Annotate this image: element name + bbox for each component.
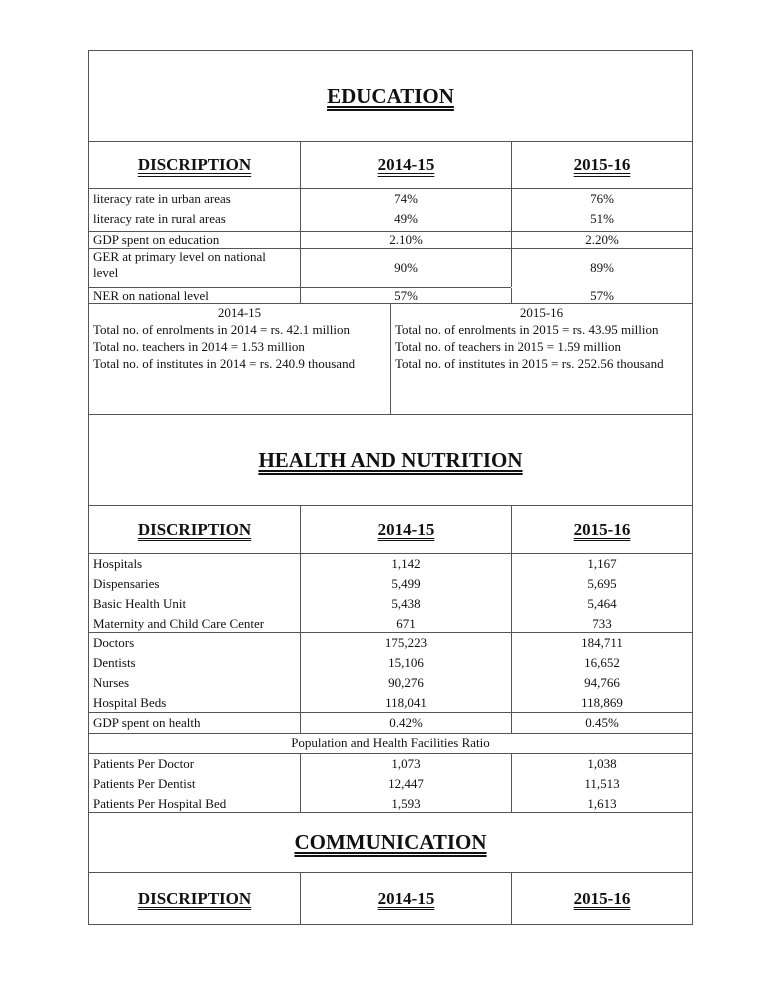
value-2014-15: 5,499 [391, 576, 421, 591]
staff-rows [88, 632, 693, 712]
value-2014-15: 175,223 [384, 635, 428, 650]
header-description: DISCRIPTION [137, 155, 252, 174]
enrolments-2014: Total no. of enrolments in 2014 = rs. 42.1 million [93, 322, 351, 337]
value-2015-16: 733 [592, 616, 612, 631]
row-label: Hospitals [93, 556, 143, 571]
ger-label: GER at primary level on national level [93, 249, 266, 280]
institutes-2015: Total no. of institutes in 2015 = rs. 252.56 thousand [395, 356, 664, 371]
communication-header-row [88, 872, 693, 925]
row-label: Patients Per Dentist [93, 776, 196, 791]
value-2015-16: 16,652 [584, 655, 620, 670]
literacy-urban-2014: 74% [394, 191, 418, 206]
literacy-rural-label: literacy rate in rural areas [93, 211, 226, 226]
enrolments-2015: Total no. of enrolments in 2015 = rs. 43.95 million [395, 322, 659, 337]
row-label: Patients Per Doctor [93, 756, 195, 771]
value-2014-15: 1,142 [391, 556, 421, 571]
literacy-urban-2015: 76% [590, 191, 614, 206]
facilities-rows [88, 553, 693, 632]
row-label: Doctors [93, 635, 135, 650]
header-2014-15: 2014-15 [300, 506, 511, 553]
header-2014-15: 2014-15 [300, 142, 511, 188]
gdp-health-2015: 0.45% [511, 713, 692, 733]
gdp-health-label: GDP spent on health [93, 715, 201, 730]
ger-2014: 90% [300, 249, 511, 287]
row-label: Patients Per Hospital Bed [93, 796, 227, 811]
value-2015-16: 11,513 [584, 776, 620, 791]
row-label: Nurses [93, 675, 130, 690]
totals-2015-year: 2015-16 [519, 305, 564, 320]
gdp-education-row [88, 231, 693, 248]
header-2015-16: 2015-16 [511, 142, 692, 188]
value-2014-15: 15,106 [388, 655, 424, 670]
gdp-education-2014: 2.10% [300, 232, 511, 248]
ner-2015: 57% [511, 288, 692, 303]
value-2014-15: 1,593 [391, 796, 421, 811]
value-2014-15: 1,073 [391, 756, 421, 771]
literacy-urban-label: literacy rate in urban areas [93, 191, 231, 206]
totals-2014-15 [89, 304, 390, 414]
value-2015-16: 1,613 [587, 796, 617, 811]
value-2015-16: 5,695 [587, 576, 617, 591]
row-label: Maternity and Child Care Center [93, 616, 265, 631]
value-2014-15: 118,041 [385, 695, 427, 710]
teachers-2014: Total no. teachers in 2014 = 1.53 million [93, 339, 305, 354]
gdp-education-label: GDP spent on education [93, 232, 220, 247]
value-2014-15: 671 [396, 616, 416, 631]
ger-ner-rows [88, 248, 693, 303]
ratio-heading: Population and Health Facilities Ratio [88, 733, 693, 753]
health-header-row [88, 505, 693, 553]
header-2014-15: 2014-15 [300, 873, 511, 924]
ner-label: NER on national level [93, 288, 209, 303]
value-2015-16: 5,464 [587, 596, 617, 611]
value-2015-16: 94,766 [584, 675, 620, 690]
value-2014-15: 12,447 [388, 776, 424, 791]
ratio-rows [88, 753, 693, 813]
totals-2015-16 [390, 304, 692, 414]
literacy-rural-2015: 51% [590, 211, 614, 226]
value-2014-15: 90,276 [388, 675, 424, 690]
ner-2014: 57% [300, 288, 511, 303]
header-2015-16: 2015-16 [511, 873, 692, 924]
row-label: Hospital Beds [93, 695, 167, 710]
row-label: Dispensaries [93, 576, 160, 591]
institutes-2014: Total no. of institutes in 2014 = rs. 240.9 thousand [93, 356, 356, 371]
row-label: Basic Health Unit [93, 596, 187, 611]
gdp-health-row [88, 712, 693, 733]
health-title: HEALTH AND NUTRITION [88, 414, 693, 505]
education-totals [88, 303, 693, 414]
totals-2014-year: 2014-15 [217, 305, 262, 320]
ger-2015: 89% [511, 249, 692, 287]
value-2014-15: 5,438 [391, 596, 421, 611]
literacy-rows [88, 188, 693, 231]
literacy-rural-2014: 49% [394, 211, 418, 226]
header-2015-16: 2015-16 [511, 506, 692, 553]
education-title: EDUCATION [88, 50, 693, 141]
teachers-2015: Total no. of teachers in 2015 = 1.59 million [395, 339, 621, 354]
gdp-health-2014: 0.42% [300, 713, 511, 733]
header-description: DISCRIPTION [137, 519, 252, 539]
value-2015-16: 1,038 [587, 756, 617, 771]
value-2015-16: 118,869 [581, 695, 623, 710]
gdp-education-2015: 2.20% [511, 232, 692, 248]
header-description: DISCRIPTION [137, 888, 252, 908]
education-header-row [88, 141, 693, 188]
value-2015-16: 1,167 [587, 556, 617, 571]
value-2015-16: 184,711 [581, 635, 623, 650]
row-label: Dentists [93, 655, 136, 670]
communication-title: COMMUNICATION [88, 813, 693, 872]
